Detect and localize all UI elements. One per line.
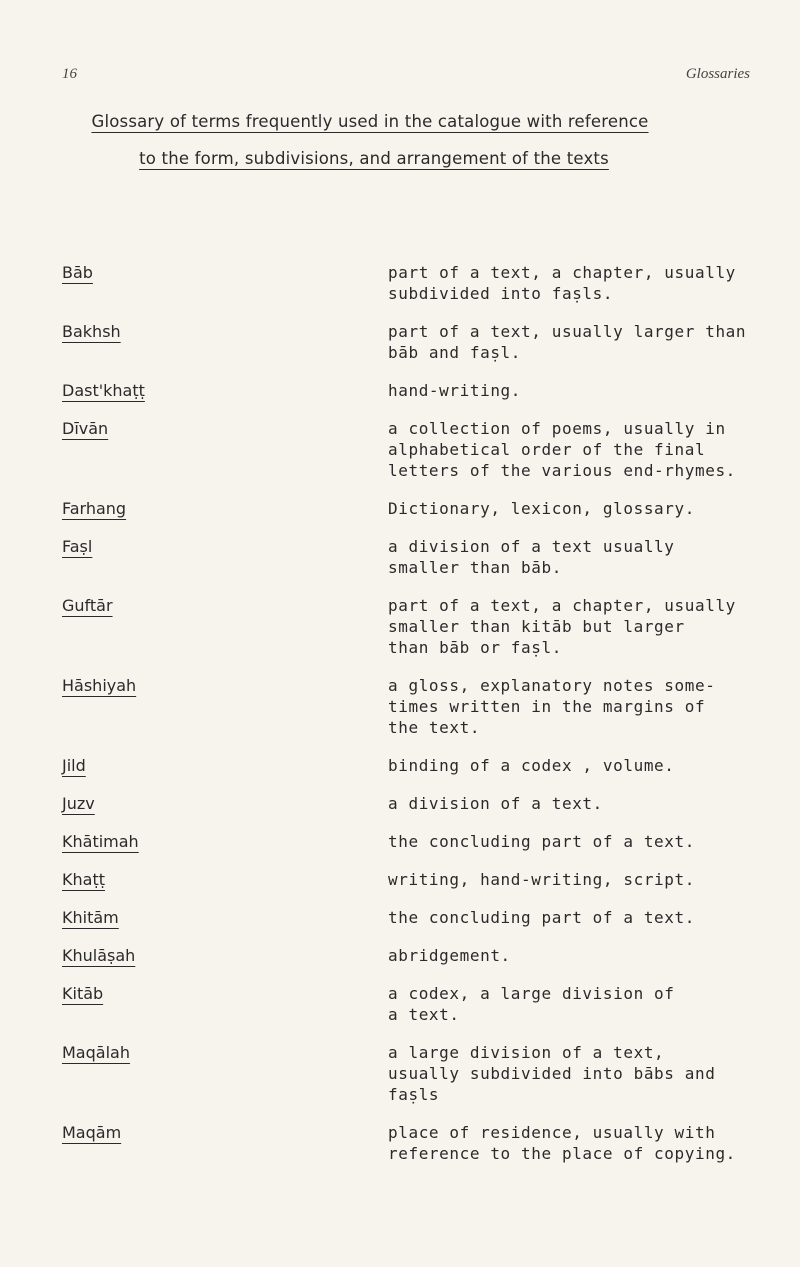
definition-line: faṣls xyxy=(388,1085,440,1104)
glossary-definition xyxy=(388,1122,762,1164)
glossary-entries xyxy=(62,262,762,1181)
glossary-definition xyxy=(388,321,762,363)
glossary-entry xyxy=(62,831,762,852)
definition-line: a large division of a text, xyxy=(388,1043,665,1062)
glossary-title-line-2: to the form, subdivisions, and arrangement of the texts xyxy=(139,149,609,168)
definition-line: the concluding part of a text. xyxy=(388,832,695,851)
glossary-definition xyxy=(388,755,762,776)
glossary-term: Bakhsh xyxy=(62,322,121,341)
glossary-definition xyxy=(388,907,762,928)
definition-line: place of residence, usually with xyxy=(388,1123,716,1142)
glossary-definition xyxy=(388,675,762,738)
glossary-entry xyxy=(62,983,762,1025)
glossary-term: Farhang xyxy=(62,499,127,518)
glossary-definition xyxy=(388,945,762,966)
running-title: Glossaries xyxy=(685,66,750,82)
glossary-term: Dīvān xyxy=(62,419,109,438)
definition-line: a codex, a large division of xyxy=(388,984,675,1003)
definition-line: a collection of poems, usually in xyxy=(388,419,726,438)
glossary-term: Hāshiyah xyxy=(62,676,137,695)
glossary-term: Khātimah xyxy=(62,832,139,851)
glossary-term: Dast'khaṭṭ xyxy=(62,381,145,400)
glossary-term: Maqālah xyxy=(62,1043,130,1062)
glossary-definition xyxy=(388,262,762,304)
glossary-entry xyxy=(62,869,762,890)
glossary-term: Guftār xyxy=(62,596,113,615)
definition-line: smaller than kitāb but larger xyxy=(388,617,685,636)
definition-line: than bāb or faṣl. xyxy=(388,638,562,657)
glossary-definition xyxy=(388,983,762,1025)
glossary-entry xyxy=(62,498,762,519)
glossary-entry xyxy=(62,262,762,304)
definition-line: a division of a text. xyxy=(388,794,603,813)
glossary-definition xyxy=(388,498,762,519)
glossary-term: Kitāb xyxy=(62,984,104,1003)
glossary-term: Maqām xyxy=(62,1123,122,1142)
glossary-entry xyxy=(62,536,762,578)
glossary-entry xyxy=(62,595,762,658)
glossary-entry xyxy=(62,907,762,928)
definition-line: letters of the various end-rhymes. xyxy=(388,461,736,480)
glossary-definition xyxy=(388,380,762,401)
definition-line: a division of a text usually xyxy=(388,537,675,556)
glossary-term: Jild xyxy=(62,756,86,775)
definition-line: reference to the place of copying. xyxy=(388,1144,736,1163)
definition-line: times written in the margins of xyxy=(388,697,706,716)
glossary-definition xyxy=(388,793,762,814)
glossary-term: Juzv xyxy=(62,794,95,813)
glossary-entry xyxy=(62,793,762,814)
glossary-term: Bāb xyxy=(62,263,93,282)
glossary-entry xyxy=(62,1042,762,1105)
definition-line: a text. xyxy=(388,1005,460,1024)
glossary-entry xyxy=(62,755,762,776)
glossary-entry xyxy=(62,945,762,966)
definition-line: bāb and faṣl. xyxy=(388,343,522,362)
glossary-definition xyxy=(388,536,762,578)
definition-line: the concluding part of a text. xyxy=(388,908,695,927)
glossary-title-line-1: Glossary of terms frequently used in the catalogue with reference xyxy=(91,112,649,131)
glossary-definition xyxy=(388,869,762,890)
definition-line: part of a text, a chapter, usually xyxy=(388,263,736,282)
glossary-term: Faṣl xyxy=(62,537,93,556)
definition-line: smaller than bāb. xyxy=(388,558,562,577)
glossary-term: Khulāṣah xyxy=(62,946,136,965)
definition-line: abridgement. xyxy=(388,946,511,965)
definition-line: subdivided into faṣls. xyxy=(388,284,614,303)
definition-line: the text. xyxy=(388,718,481,737)
glossary-definition xyxy=(388,1042,762,1105)
glossary-entry xyxy=(62,1122,762,1164)
definition-line: usually subdivided into bābs and xyxy=(388,1064,716,1083)
definition-line: hand-writing. xyxy=(388,381,522,400)
glossary-entry xyxy=(62,418,762,481)
definition-line: part of a text, usually larger than xyxy=(388,322,747,341)
page-number: 16 xyxy=(62,66,77,82)
definition-line: alphabetical order of the final xyxy=(388,440,706,459)
glossary-definition xyxy=(388,831,762,852)
definition-line: Dictionary, lexicon, glossary. xyxy=(388,499,695,518)
page-header xyxy=(62,66,750,88)
definition-line: binding of a codex , volume. xyxy=(388,756,675,775)
glossary-term: Khaṭṭ xyxy=(62,870,105,889)
glossary-term: Khitām xyxy=(62,908,119,927)
glossary-definition xyxy=(388,418,762,481)
definition-line: writing, hand-writing, script. xyxy=(388,870,695,889)
glossary-definition xyxy=(388,595,762,658)
definition-line: a gloss, explanatory notes some- xyxy=(388,676,716,695)
glossary-entry xyxy=(62,380,762,401)
glossary-entry xyxy=(62,321,762,363)
definition-line: part of a text, a chapter, usually xyxy=(388,596,736,615)
glossary-entry xyxy=(62,675,762,738)
